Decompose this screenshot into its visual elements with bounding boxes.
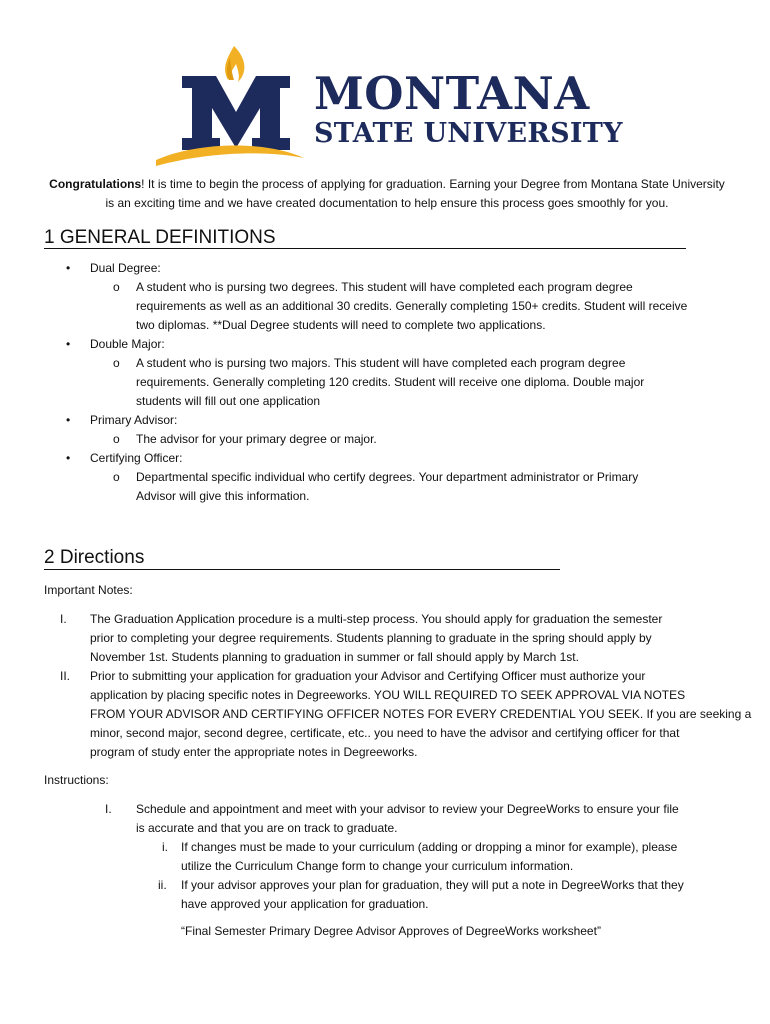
def-line: Departmental specific individual who certify degrees. Your department administrator or Primary (136, 470, 639, 484)
worksheet-quote: “Final Semester Primary Degree Advisor Approves of DegreeWorks worksheet” (181, 924, 601, 938)
intro-paragraph (44, 175, 730, 213)
def-term-primary-advisor: Primary Advisor: (90, 413, 178, 427)
important-notes-label: Important Notes: (44, 583, 133, 597)
def-line: two diplomas. **Dual Degree students will need to complete two applications. (136, 318, 546, 332)
instructions-label: Instructions: (44, 773, 109, 787)
step-number: I. (105, 802, 112, 816)
sub-bullet-circle: o (113, 280, 120, 294)
substep-line: If changes must be made to your curriculum (adding or dropping a minor for example), please (181, 840, 678, 854)
msu-m-emblem-icon (156, 38, 316, 168)
note-line: program of study enter the appropriate notes in Degreeworks. (90, 745, 418, 759)
def-term-double-major: Double Major: (90, 337, 165, 351)
bullet-dot: • (66, 413, 71, 427)
intro-text: ! It is time to begin the process of applying for graduation. Earning your Degree from Montana State University is an exciting time and we have created documentation to help ensure this process goes smoothly for you. (105, 177, 725, 210)
bullet-dot: • (66, 451, 71, 465)
note-line: FROM YOUR ADVISOR AND CERTIFYING OFFICER NOTES FOR EVERY CREDENTIAL YOU SEEK. If you are seeking a (90, 707, 752, 721)
section1-heading-text: 1 GENERAL DEFINITIONS (44, 227, 276, 248)
def-term-dual-degree: Dual Degree: (90, 261, 161, 275)
step-line: is accurate and that you are on track to graduate. (136, 821, 398, 835)
substep-line: have approved your application for graduation. (181, 897, 429, 911)
substep-number: i. (162, 840, 168, 854)
def-line: Advisor will give this information. (136, 489, 310, 503)
substep-number: ii. (158, 878, 167, 892)
def-line: A student who is pursing two majors. This student will have completed each program degree (136, 356, 626, 370)
logo-wordmark-montana: MONTANA (314, 67, 590, 120)
logo-wordmark-state-university: STATE UNIVERSITY (314, 118, 623, 149)
note-line: prior to completing your degree requirements. Students planning to graduate in the spring should apply by (90, 631, 652, 645)
section2-rule (44, 547, 560, 570)
def-term-certifying-officer: Certifying Officer: (90, 451, 183, 465)
note-line: November 1st. Students planning to graduation in summer or fall should apply by March 1st. (90, 650, 579, 664)
section2-heading: 2 Directions (44, 547, 145, 568)
def-line: A student who is pursing two degrees. This student will have completed each program degree (136, 280, 633, 294)
bullet-dot: • (66, 337, 71, 351)
def-line: The advisor for your primary degree or major. (136, 432, 377, 446)
intro-bold: Congratulations (49, 177, 142, 191)
def-line: requirements as well as an additional 30 credits. Generally completing 150+ credits. Student will receive (136, 299, 688, 313)
note-number: II. (60, 669, 71, 683)
step-line: Schedule and appointment and meet with your advisor to review your DegreeWorks to ensure your file (136, 802, 679, 816)
note-line: The Graduation Application procedure is a multi-step process. You should apply for graduation the semester (90, 612, 663, 626)
substep-line: If your advisor approves your plan for graduation, they will put a note in DegreeWorks that they (181, 878, 684, 892)
section1-rule (44, 226, 664, 249)
note-line: minor, second major, second degree, certificate, etc.. you need to have the advisor and certifying officer for that (90, 726, 680, 740)
def-line: requirements. Generally completing 120 credits. Student will receive one diploma. Double major (136, 375, 645, 389)
def-line: students will fill out one application (136, 394, 321, 408)
sub-bullet-circle: o (113, 470, 120, 484)
sub-bullet-circle: o (113, 356, 120, 370)
substep-line: utilize the Curriculum Change form to change your curriculum information. (181, 859, 574, 873)
note-number: I. (60, 612, 67, 626)
note-line: application by placing specific notes in Degreeworks. YOU WILL REQUIRED TO SEEK APPROVAL VIA NOTES (90, 688, 686, 702)
note-line: Prior to submitting your application for graduation your Advisor and Certifying Officer must authorize your (90, 669, 646, 683)
sub-bullet-circle: o (113, 432, 120, 446)
bullet-dot: • (66, 261, 71, 275)
